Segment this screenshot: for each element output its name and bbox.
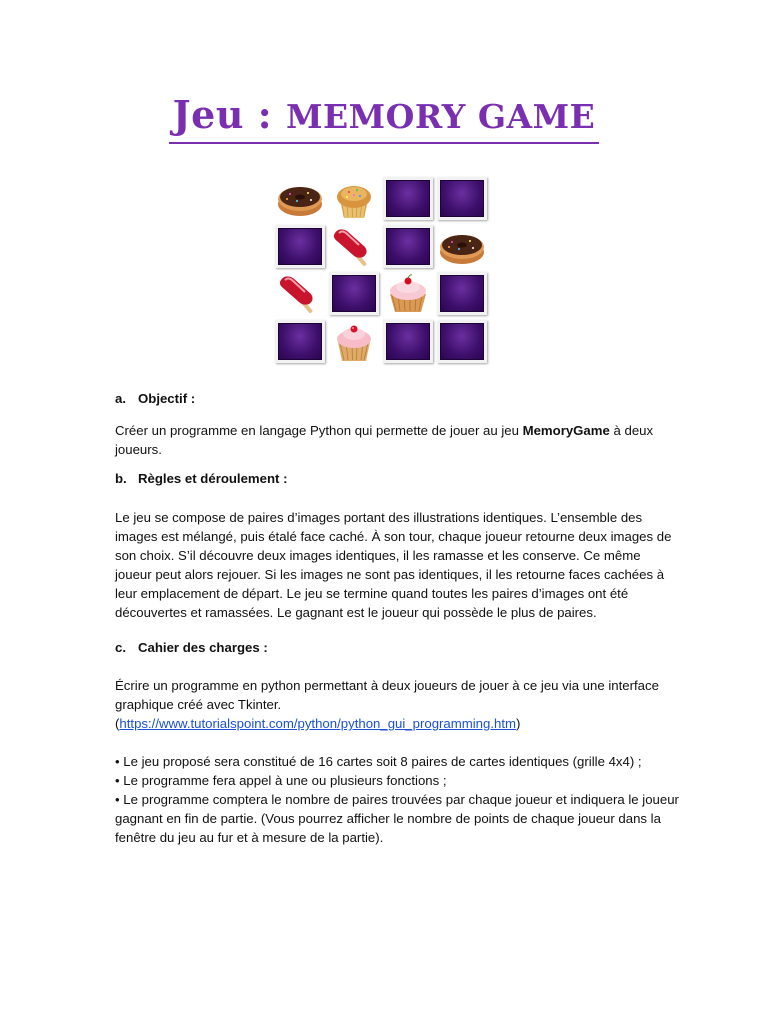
card-back-pattern [332,275,376,312]
section-b-letter: b. [115,471,127,486]
section-a-heading [115,391,195,406]
section-c-title: Cahier des charges : [138,640,268,655]
section-b-title: Règles et déroulement : [138,471,288,486]
section-c-letter: c. [115,640,126,655]
card-back-pattern [278,228,322,265]
card-popsicle-icon[interactable] [329,225,379,268]
section-b-body [115,508,680,622]
bullet-item: • Le programme comptera le nombre de paires trouvées par chaque joueur et indiquera le joueur gagnant en fin de partie. (Vous pourrez afficher le nombre de points de chaque joueur dans la fenêtre du jeu au fur et à mesure de la partie). [115,792,679,845]
card-face-down[interactable] [383,225,433,268]
card-donut-icon[interactable] [437,225,487,268]
card-face-down[interactable] [383,177,433,220]
bullet-item: • Le jeu proposé sera constitué de 16 cartes soit 8 paires de cartes identiques (grille 4x4) ; [115,754,642,769]
spec-intro: Écrire un programme en python permettant à deux joueurs de jouer à ce jeu via une interface graphique créé avec Tkinter. [115,678,659,712]
card-back-pattern [386,228,430,265]
card-cupcake-icon[interactable] [329,320,379,363]
card-tart-icon[interactable] [383,272,433,315]
card-face-down[interactable] [383,320,433,363]
card-back-pattern [440,275,484,312]
card-back-pattern [440,323,484,360]
card-muffin-icon[interactable] [329,177,379,220]
card-back-pattern [386,180,430,217]
card-back-pattern [386,323,430,360]
rules-text: Le jeu se compose de paires d’images portant des illustrations identiques. L’ensemble des images est mélangé, puis étalé face caché. À son tour, chaque joueur retourne deux images de son choix. S’il découvre deux images identiques, il les ramasse et les conserve. Ce même joueur peut alors rejouer. Si les images ne sont pas identiques, il les retourne faces cachées à leur emplacement de départ. Le jeu se termine quand toutes les paires d’images ont été découvertes et ramassées. Le gagnant est le joueur qui possède le plus de paires. [115,510,672,620]
card-face-down[interactable] [437,177,487,220]
tkinter-tutorial-link[interactable]: https://www.tutorialspoint.com/python/python_gui_programming.htm [119,716,516,731]
section-a-title: Objectif : [138,391,196,406]
link-close-paren: ) [515,716,521,731]
card-face-down[interactable] [275,320,325,363]
card-face-down[interactable] [437,272,487,315]
title-main: MEMORY GAME [285,97,596,136]
page-title [0,92,768,144]
card-popsicle-icon[interactable] [275,272,325,315]
title-prefix: Jeu : [172,92,286,137]
card-donut-icon[interactable] [275,177,325,220]
card-face-down[interactable] [437,320,487,363]
section-c-body [115,676,680,847]
objective-text: Créer un programme en langage Python qui permette de jouer au jeu [115,423,523,438]
section-a-letter: a. [115,391,126,406]
memorygame-bold: MemoryGame [522,423,610,438]
section-b-heading [115,471,288,486]
link-open-paren: ( [115,716,120,731]
card-face-down[interactable] [275,225,325,268]
card-back-pattern [440,180,484,217]
objective-text-end: à deux joueurs. [115,423,654,457]
card-back-pattern [278,323,322,360]
memory-game-grid [275,177,489,363]
bullet-item: • Le programme fera appel à une ou plusieurs fonctions ; [115,773,447,788]
section-c-heading [115,640,268,655]
section-a-body [115,421,680,459]
card-face-down[interactable] [329,272,379,315]
